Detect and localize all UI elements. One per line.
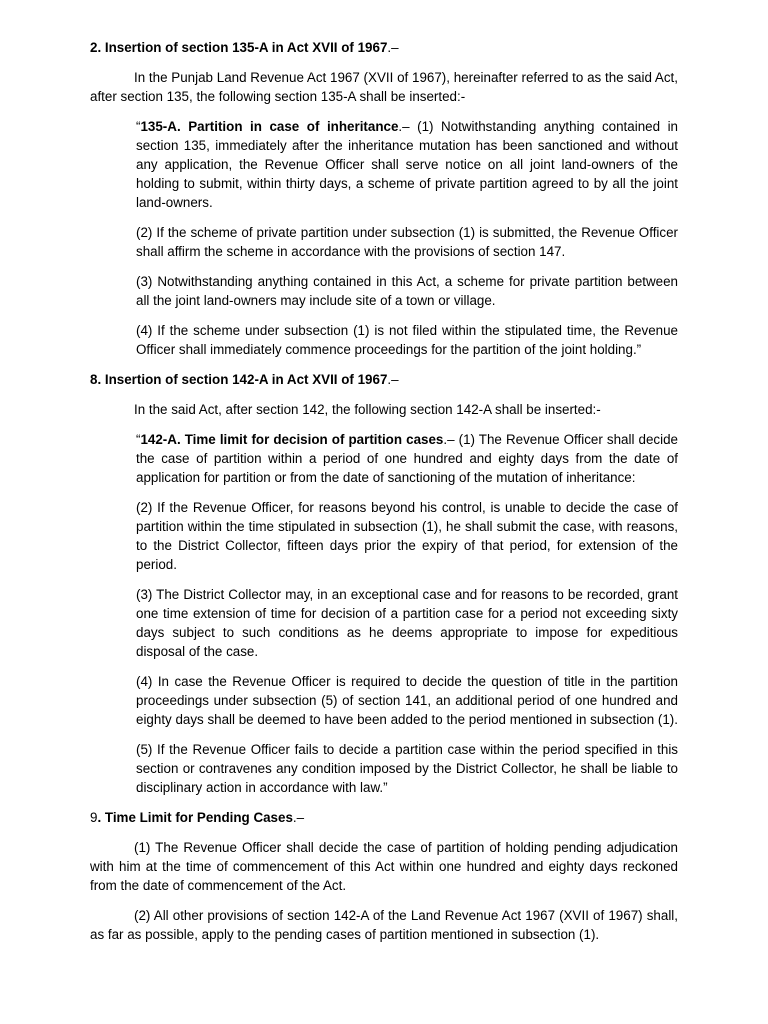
section-142a-subsection-5: (5) If the Revenue Officer fails to decide a partition case within the period specified in this section or contravenes any condition imposed by the District Collector, he shall be liable to disciplinary action in accordance with law.” xyxy=(136,742,678,795)
document-page xyxy=(90,38,678,955)
section-142a-subsection-1: “142-A. Time limit for decision of partition cases.– (1) The Revenue Officer shall decide the case of partition within a period of one hundred and eighty days from the date of application for partition or from the date of sanctioning of the mutation of inheritance: xyxy=(136,432,678,485)
section-142a-title: 142-A. Time limit for decision of partition cases xyxy=(140,432,444,447)
section-135a-subsection-4: (4) If the scheme under subsection (1) is not filed within the stipulated time, the Revenue Officer shall immediately commence proceedings for the partition of the joint holding.” xyxy=(136,323,678,357)
section-142a-subsection-4: (4) In case the Revenue Officer is required to decide the question of title in the partition proceedings under subsection (5) of section 141, an additional period of one hundred and eighty days shall be deemed to have been added to the period mentioned in subsection (1). xyxy=(136,674,678,727)
section-135a-title: 135-A. Partition in case of inheritance xyxy=(140,119,399,134)
section-142a-subsection-2: (2) If the Revenue Officer, for reasons beyond his control, is unable to decide the case of partition within the time stipulated in subsection (1), he shall submit the case, with reasons, to the District Collector, fifteen days prior the expiry of that period, for extension of the period. xyxy=(136,500,678,572)
section-2-intro: In the Punjab Land Revenue Act 1967 (XVII of 1967), hereinafter referred to as the said Act, after section 135, the following section 135-A shall be inserted:- xyxy=(90,70,678,104)
section-2-heading: 2. Insertion of section 135-A in Act XVII of 1967.– xyxy=(90,40,399,55)
section-135a-subsection-1: “135-A. Partition in case of inheritance.– (1) Notwithstanding anything contained in section 135, immediately after the inheritance mutation has been sanctioned and without any application, the Revenue Officer shall serve notice on all joint land-owners of the holding to submit, within thirty days, a scheme of private partition agreed to by all the joint land-owners. xyxy=(136,119,678,210)
section-9-heading: 9. Time Limit for Pending Cases.– xyxy=(90,810,305,825)
section-9-subsection-2: (2) All other provisions of section 142-A of the Land Revenue Act 1967 (XVII of 1967) shall, as far as possible, apply to the pending cases of partition mentioned in subsection (1). xyxy=(90,908,678,942)
section-142a-subsection-3: (3) The District Collector may, in an exceptional case and for reasons to be recorded, grant one time extension of time for decision of a partition case for a period not exceeding sixty days subject to such conditions as he deems appropriate to impose for expeditious disposal of the case. xyxy=(136,587,678,659)
section-135a-subsection-2: (2) If the scheme of private partition under subsection (1) is submitted, the Revenue Officer shall affirm the scheme in accordance with the provisions of section 147. xyxy=(136,225,678,259)
section-9-subsection-1: (1) The Revenue Officer shall decide the case of partition of holding pending adjudication with him at the time of commencement of this Act within one hundred and eighty days reckoned from the date of commencement of the Act. xyxy=(90,840,678,893)
section-8-intro: In the said Act, after section 142, the following section 142-A shall be inserted:- xyxy=(134,402,601,417)
section-8-heading: 8. Insertion of section 142-A in Act XVII of 1967.– xyxy=(90,372,399,387)
section-135a-subsection-3: (3) Notwithstanding anything contained in this Act, a scheme for private partition between all the joint land-owners may include site of a town or village. xyxy=(136,274,678,308)
